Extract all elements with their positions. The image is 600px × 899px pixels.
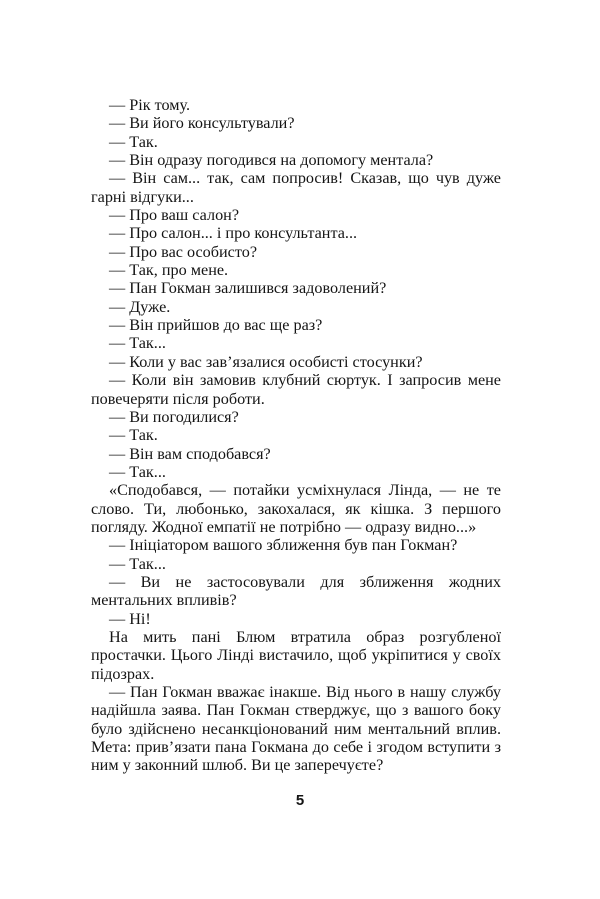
dialogue-line: — Так...	[109, 554, 166, 573]
dialogue-line: — Ви погодилися?	[109, 407, 239, 426]
inner-thought-paragraph: «Сподобався, — потайки усміхнулася Лінда, — не те слово. Ти, любонько, закохалася, як кішка. З першого погляду. Жодної емпатії не потрібно — одразу видно...»	[91, 481, 501, 536]
dialogue-line: — Ні!	[109, 609, 151, 628]
narrative-paragraph: На мить пані Блюм втратила образ розгубленої простачки. Цього Лінді вистачило, щоб укріпитися у своїх підозрах.	[91, 627, 501, 683]
dialogue-line: — Ви не застосовували для зближення жодних ментальних впливів?	[91, 572, 501, 610]
dialogue-line: — Він прийшов до вас ще раз?	[109, 316, 323, 335]
dialogue-line: — Коли у вас зав’язалися особисті стосунки?	[109, 352, 423, 371]
dialogue-line: — Ви його консультували?	[109, 114, 295, 133]
dialogue-line: — Так...	[109, 334, 166, 353]
dialogue-line: — Пан Гокман залишився задоволений?	[109, 279, 387, 298]
dialogue-line: — Так.	[109, 132, 158, 151]
dialogue-line: — Дуже.	[109, 297, 171, 316]
dialogue-line: — Так, про мене.	[109, 261, 229, 280]
dialogue-line: — Про ваш салон?	[109, 206, 240, 225]
dialogue-line: — Пан Гокман вважає інакше. Від нього в нашу службу надійшла заява. Пан Гокман стверджує, що з вашого боку було здійснено несанкціонований ним ментальний вплив. Мета: прив’язати пана Гокмана до себе і згодом вступити з ним у законний шлюб. Ви це заперечуєте?	[91, 683, 501, 775]
dialogue-line: — Про салон... і про консультанта...	[109, 224, 358, 243]
body-text	[91, 96, 501, 775]
dialogue-line: — Рік тому.	[109, 96, 191, 114]
dialogue-line: — Про вас особисто?	[109, 242, 258, 261]
dialogue-line: — Він вам сподобався?	[109, 444, 271, 463]
page-number: 5	[295, 792, 305, 809]
dialogue-line: — Ініціатором вашого зближення був пан Гокман?	[109, 536, 458, 555]
dialogue-line: — Він одразу погодився на допомогу ментала?	[109, 151, 434, 170]
dialogue-line: — Так.	[109, 426, 158, 445]
dialogue-line: — Так...	[109, 462, 166, 481]
dialogue-line: — Він сам... так, сам попросив! Сказав, що чув дуже гарні відгуки...	[91, 169, 501, 206]
dialogue-line: — Коли він замовив клубний сюртук. І запросив мене повечеряти після роботи.	[91, 371, 501, 408]
